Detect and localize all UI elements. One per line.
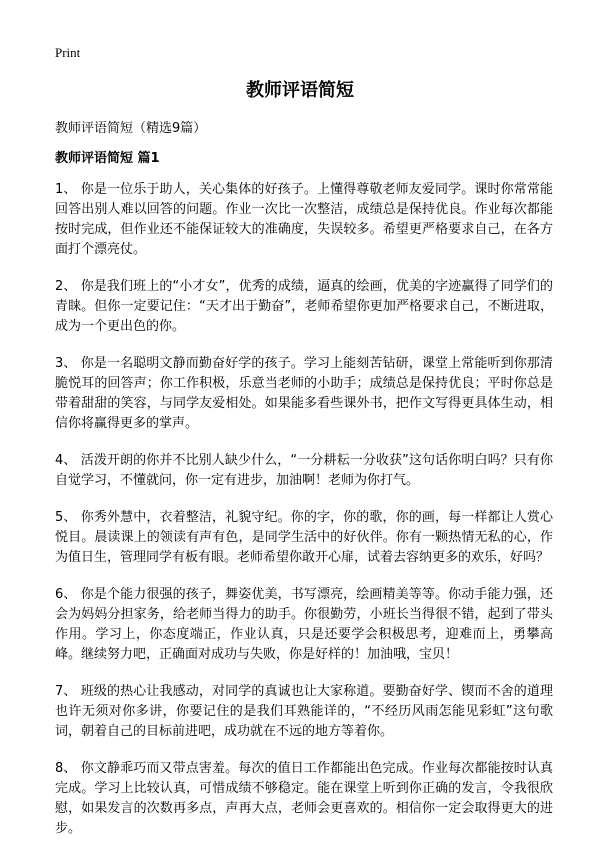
page-title: 教师评语简短 bbox=[246, 80, 354, 101]
paragraph-1: 1、 你是一位乐于助人，关心集体的好孩子。上懂得尊敬老师友爱同学。课时你常常能回答出别人难以回答的问题。作业一次比一次整洁，成绩总是保持优良。作业每次都能按时完成，但作业还不能保证较大的准确度，失误较多。希望更严格要求自己，在各方面打个漂亮仗。 bbox=[55, 182, 553, 257]
paragraph-7: 7、 班级的热心让我感动，对同学的真诚也让大家称道。要勤奋好学、锲而不舍的道理也许无须对你多讲，你要记住的是我们耳熟能详的，“不经历风雨怎能见彩虹”这句歌词，朝着自己的目标前进吧，成功就在不远的地方等着你。 bbox=[55, 684, 553, 739]
paragraph-8: 8、 你文静乖巧而又带点害羞。每次的值日工作都能出色完成。作业每次都能按时认真完成。学习上比较认真，可惜成绩不够稳定。能在课堂上听到你正确的发言，令我很欣慰，如果发言的次数再多点，声再大点，老师会更喜欢的。相信你一定会取得更大的进步。 bbox=[55, 761, 553, 836]
section-heading: 教师评语简短 篇1 bbox=[55, 151, 160, 166]
paragraph-6: 6、 你是个能力很强的孩子，舞姿优美，书写漂亮，绘画精美等等。你动手能力强，还会为妈妈分担家务，给老师当得力的助手。你很勤劳，小班长当得很不错，起到了带头作用。学习上，你态度端正，作业认真，只是还要学会积极思考，迎难而上，勇攀高峰。继续努力吧，正确面对成功与失败，你是好样的！加油哦，宝贝！ bbox=[55, 587, 553, 662]
paragraph-3: 3、 你是一名聪明文静而勤奋好学的孩子。学习上能刻苦钻研，课堂上常能听到你那清脆悦耳的回答声；你工作积极，乐意当老师的小助手；成绩总是保持优良；平时你总是带着甜甜的笑容，与同学友爱相处。如果能多看些课外书，把作文写得更具体生动，相信你将赢得更多的掌声。 bbox=[55, 356, 553, 431]
document-subtitle: 教师评语简短（精选9篇） bbox=[55, 121, 207, 136]
paragraph-4: 4、 活泼开朗的你并不比别人缺少什么，“一分耕耘一分收获”这句话你明白吗？只有你自觉学习，不懂就问，你一定有进步，加油啊！老师为你打气。 bbox=[55, 453, 553, 488]
print-link[interactable]: Print bbox=[55, 45, 81, 60]
paragraph-2: 2、 你是我们班上的“小才女”，优秀的成绩，逼真的绘画，优美的字迹赢得了同学们的青睐。但你一定要记住：“天才出于勤奋”，老师希望你更加严格要求自己，不断进取，成为一个更出色的你。 bbox=[55, 279, 553, 334]
document-body bbox=[55, 180, 553, 856]
paragraph-5: 5、 你秀外慧中，衣着整洁，礼貌守纪。你的字，你的歌，你的画，每一样都让人赏心悦目。晨读课上的领读有声有色，是同学生活中的好伙伴。你有一颗热情无私的心，作为值日生，管理同学有板有眼。老师希望你敢开心扉，试着去容纳更多的欢乐，好吗？ bbox=[55, 510, 553, 565]
